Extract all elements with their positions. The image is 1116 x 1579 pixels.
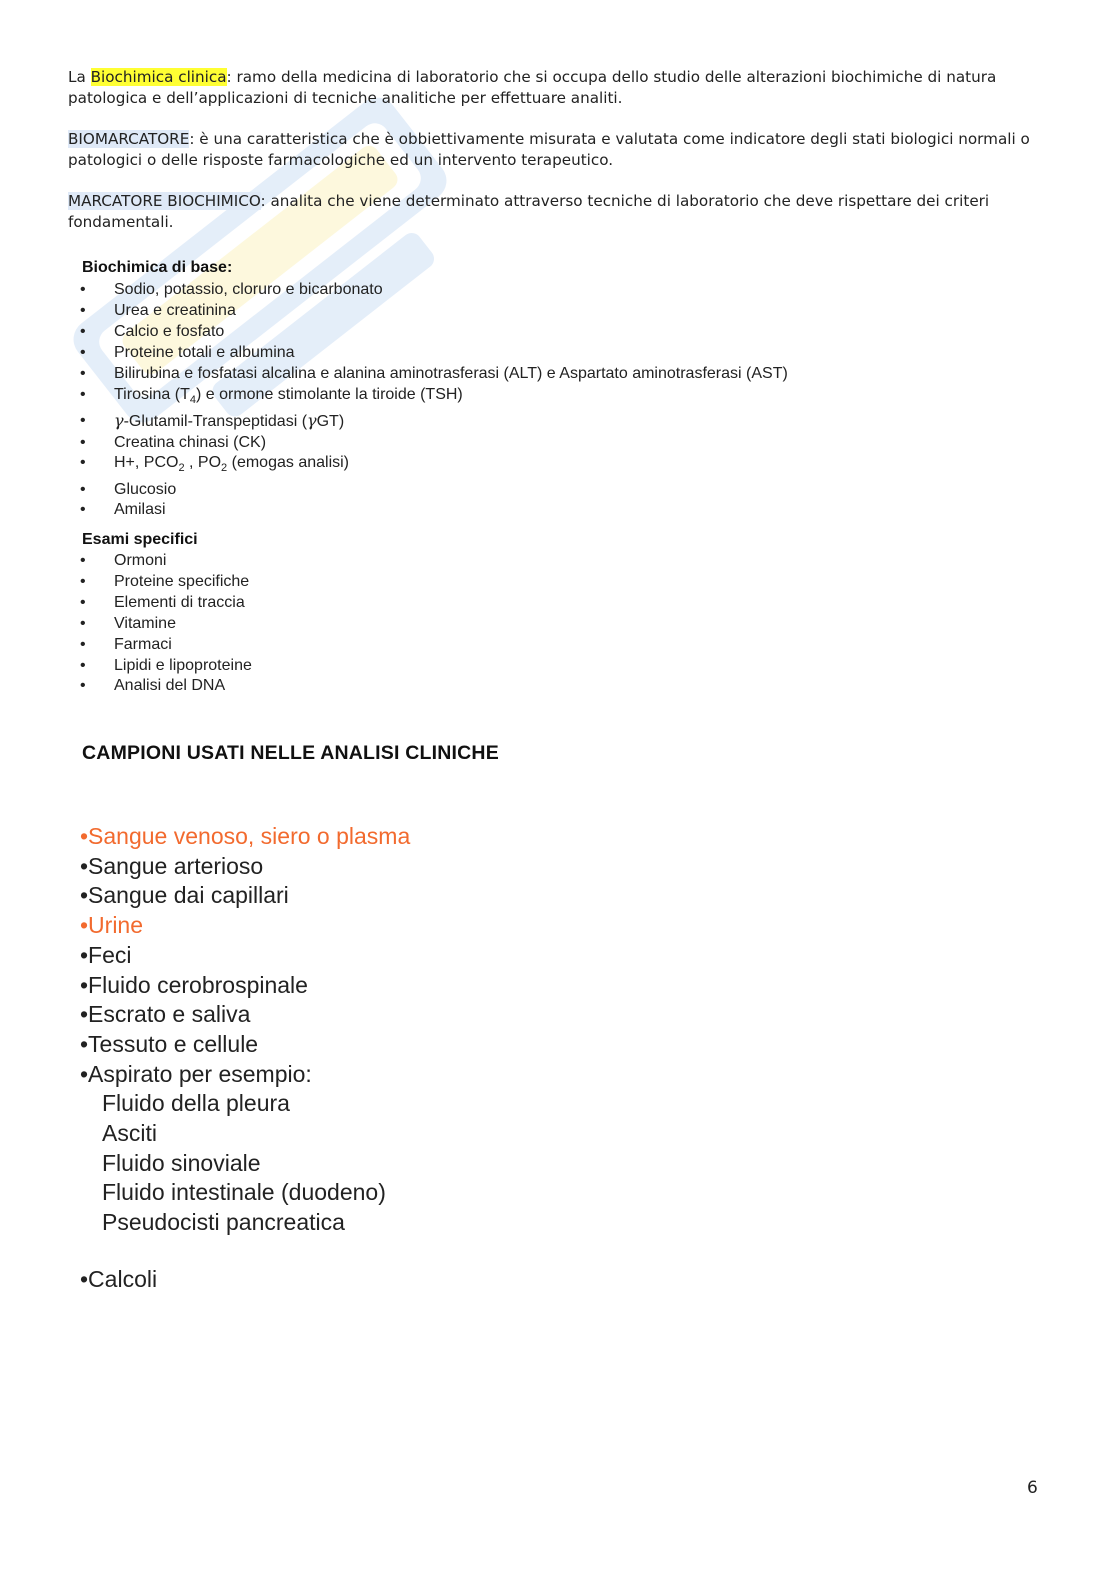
list-item: •Feci <box>80 941 132 968</box>
list-item: • Tirosina $(T_4)$ e ormone stimolante la tiroide (TSH) <box>80 385 463 406</box>
definition-biochimica-clinica <box>68 67 1048 109</box>
list-item: •Sangue venoso, siero o plasma <box>80 823 411 849</box>
definition-text: : analita che viene determinato attraverso tecniche di laboratorio che deve rispettare dei criteri fondamentali. <box>68 192 990 231</box>
section-title-specific: Esami specifici <box>82 531 198 548</box>
sub-list-item: Pseudocisti pancreatica <box>102 1209 345 1236</box>
list-item: • Analisi del DNA <box>80 677 226 695</box>
list-item: • Glucosio <box>80 480 177 498</box>
page-number: 6 <box>1027 1478 1038 1498</box>
list-item: •Urine <box>80 912 144 939</box>
biomarcatore-term: BIOMARCATORE <box>68 130 190 148</box>
basic-list <box>80 280 788 521</box>
list-item: • Vitamine <box>80 614 176 632</box>
list-item: •Sangue dai capillari <box>80 882 289 909</box>
samples-list <box>80 822 410 1238</box>
list-item: • Urea e creatinina <box>80 301 236 319</box>
list-item: • Bilirubina e fosfatasi alcalina e alanina aminotrasferasi (ALT) e Aspartato aminotrasferasi (AST) <box>80 364 788 382</box>
list-item: • Elementi di traccia <box>80 593 245 611</box>
definition-marcatore-biochimico <box>68 191 1048 233</box>
definition-biomarcatore <box>68 129 1048 171</box>
list-item: • γ-Glutamil-Transpeptidasi (γGT) <box>80 410 345 430</box>
specific-list <box>80 551 252 697</box>
samples-list-last <box>80 1265 157 1295</box>
list-item: •Sangue arterioso <box>80 852 264 879</box>
list-item: • Lipidi e lipoproteine <box>80 656 252 674</box>
list-item: • Creatina chinasi (CK) <box>80 433 267 451</box>
list-item: •Fluido cerobrospinale <box>80 971 308 998</box>
list-item: • H+, $PCO_2$ , $PO_2$ (emogas analisi) <box>80 454 349 475</box>
list-item: •Tessuto e cellule <box>80 1030 259 1057</box>
sub-list-item: Fluido intestinale (duodeno) <box>102 1179 386 1206</box>
section-title-samples: CAMPIONI USATI NELLE ANALISI CLINICHE <box>82 742 499 764</box>
definition-text: : è una caratteristica che è obbiettivamente misurata e valutata come indicatore degli stati biologici normali o patologici o delle risposte farmacologiche ed un intervento terapeutico. <box>68 130 1030 169</box>
sub-list-item: Fluido della pleura <box>102 1090 290 1117</box>
list-item: •Aspirato per esempio: <box>80 1060 312 1087</box>
list-item: •Escrato e saliva <box>80 1001 251 1028</box>
list-item: • Calcio e fosfato <box>80 322 225 340</box>
list-item: • Farmaci <box>80 635 172 653</box>
highlighted-term: Biochimica clinica <box>90 68 227 86</box>
definition-text: : ramo della medicina di laboratorio che si occupa dello studio delle alterazioni biochimiche di natura patologica e dell’applicazioni di tecniche analitiche per effettuare analiti. <box>68 68 997 107</box>
list-item: •Calcoli <box>80 1266 158 1292</box>
list-item: • Sodio, potassio, cloruro e bicarbonato <box>80 281 383 298</box>
section-title-basic: Biochimica di base: <box>82 259 233 276</box>
list-item: • Proteine totali e albumina <box>80 343 295 361</box>
list-item: • Ormoni <box>80 552 167 569</box>
list-item: • Amilasi <box>80 501 166 519</box>
intro-prefix: La <box>68 68 91 86</box>
sub-list-item: Asciti <box>102 1120 157 1147</box>
sub-list-item: Fluido sinoviale <box>102 1149 261 1176</box>
list-item: • Proteine specifiche <box>80 572 250 590</box>
marcatore-term: MARCATORE BIOCHIMICO <box>68 192 261 210</box>
